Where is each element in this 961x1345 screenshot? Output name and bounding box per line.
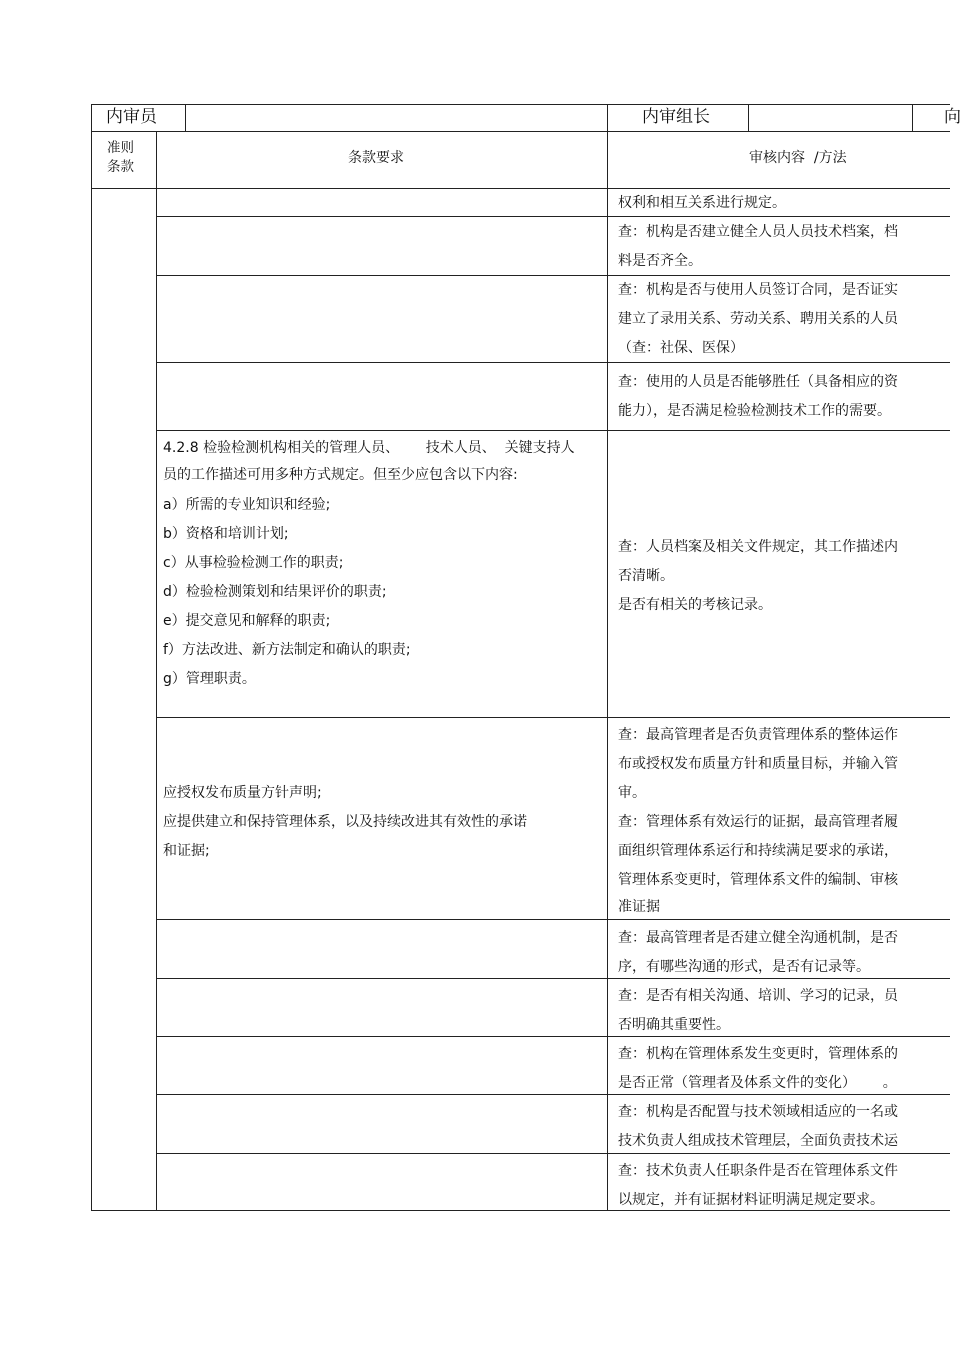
content-line: 查：最高管理者是否建立健全沟通机制，是否 (618, 930, 898, 946)
row-divider (156, 430, 950, 431)
content-line: 查：技术负责人任职条件是否在管理体系文件 (618, 1163, 898, 1179)
header-cell-divider (185, 104, 186, 132)
requirement-line: a）所需的专业知识和经验; (163, 497, 331, 513)
content-line: 是否正常（管理者及体系文件的变化） 。 (618, 1075, 897, 1091)
content-line: 查：最高管理者是否负责管理体系的整体运作 (618, 727, 898, 743)
row-divider (156, 919, 950, 920)
requirement-line: d）检验检测策划和结果评价的职责; (163, 584, 387, 600)
row-divider (156, 216, 950, 217)
content-line: 技术负责人组成技术管理层，全面负责技术运 (618, 1133, 898, 1149)
requirement-line: 应授权发布质量方针声明; (163, 785, 322, 801)
content-line: （查：社保、医保） (618, 340, 744, 356)
header-cell-divider (748, 104, 749, 132)
content-line: 查：机构是否配置与技术领域相适应的一名或 (618, 1104, 898, 1120)
requirement-line: e）提交意见和解释的职责; (163, 613, 331, 629)
clause-column-header: 准则 (107, 140, 134, 156)
team-leader-label: 内审组长 (642, 107, 710, 127)
column-header-divider (91, 188, 950, 189)
content-line: 建立了录用关系、劳动关系、聘用关系的人员 (618, 311, 898, 327)
row-divider (156, 1036, 950, 1037)
content-line: 权利和相互关系进行规定。 (618, 195, 786, 211)
table-top-border (91, 104, 950, 105)
content-line: 布或授权发布质量方针和质量目标，并输入管 (618, 756, 898, 772)
content-line: 管理体系变更时，管理体系文件的编制、审核 (618, 872, 898, 888)
requirement-line: g）管理职责。 (163, 671, 256, 687)
content-line: 能力），是否满足检验检测技术工作的需要。 (618, 403, 891, 419)
table-left-border (91, 104, 92, 1211)
header-cell-divider (912, 104, 913, 132)
row-divider (156, 717, 950, 718)
requirement-line: 员的工作描述可用多种方式规定。但至少应包含以下内容: (163, 467, 518, 483)
row-divider (156, 362, 950, 363)
requirement-line: c）从事检验检测工作的职责; (163, 555, 344, 571)
content-line: 查：使用的人员是否能够胜任（具备相应的资 (618, 374, 898, 390)
content-column-header: 审核内容 /方法 (749, 150, 847, 166)
content-line: 面组织管理体系运行和持续满足要求的承诺， (618, 843, 898, 859)
content-column-divider (607, 104, 608, 1211)
content-line: 否清晰。 (618, 568, 674, 584)
content-line: 查：是否有相关沟通、培训、学习的记录，员 (618, 988, 898, 1004)
content-line: 查：机构在管理体系发生变更时，管理体系的 (618, 1046, 898, 1062)
content-line: 查：人员档案及相关文件规定，其工作描述内 (618, 539, 898, 555)
content-line: 查：机构是否与使用人员签订合同，是否证实 (618, 282, 898, 298)
requirement-column-header: 条款要求 (348, 150, 404, 166)
requirement-line: 4.2.8 检验检测机构相关的管理人员、 技术人员、 关键支持人 (163, 440, 575, 456)
content-line: 查：机构是否建立健全人员人员技术档案，档 (618, 224, 898, 240)
requirement-line: 和证据; (163, 843, 210, 859)
content-line: 料是否齐全。 (618, 253, 702, 269)
auditor-label: 内审员 (106, 107, 157, 127)
content-line: 是否有相关的考核记录。 (618, 597, 772, 613)
content-line: 以规定，并有证据材料证明满足规定要求。 (618, 1192, 884, 1208)
requirement-line: f）方法改进、新方法制定和确认的职责; (163, 642, 411, 658)
clause-column-header: 条款 (107, 159, 134, 175)
content-line: 序，有哪些沟通的形式，是否有记录等。 (618, 959, 870, 975)
content-line: 否明确其重要性。 (618, 1017, 730, 1033)
content-line: 准证据 (618, 899, 660, 915)
requirement-line: b）资格和培训计划; (163, 526, 289, 542)
content-line: 查：管理体系有效运行的证据，最高管理者履 (618, 814, 898, 830)
truncated-header-label: 向 (944, 107, 961, 127)
header-row-divider (91, 131, 950, 132)
content-line: 审。 (618, 785, 646, 801)
requirement-line: 应提供建立和保持管理体系，以及持续改进其有效性的承诺 (163, 814, 527, 830)
clause-column-divider (156, 131, 157, 1211)
